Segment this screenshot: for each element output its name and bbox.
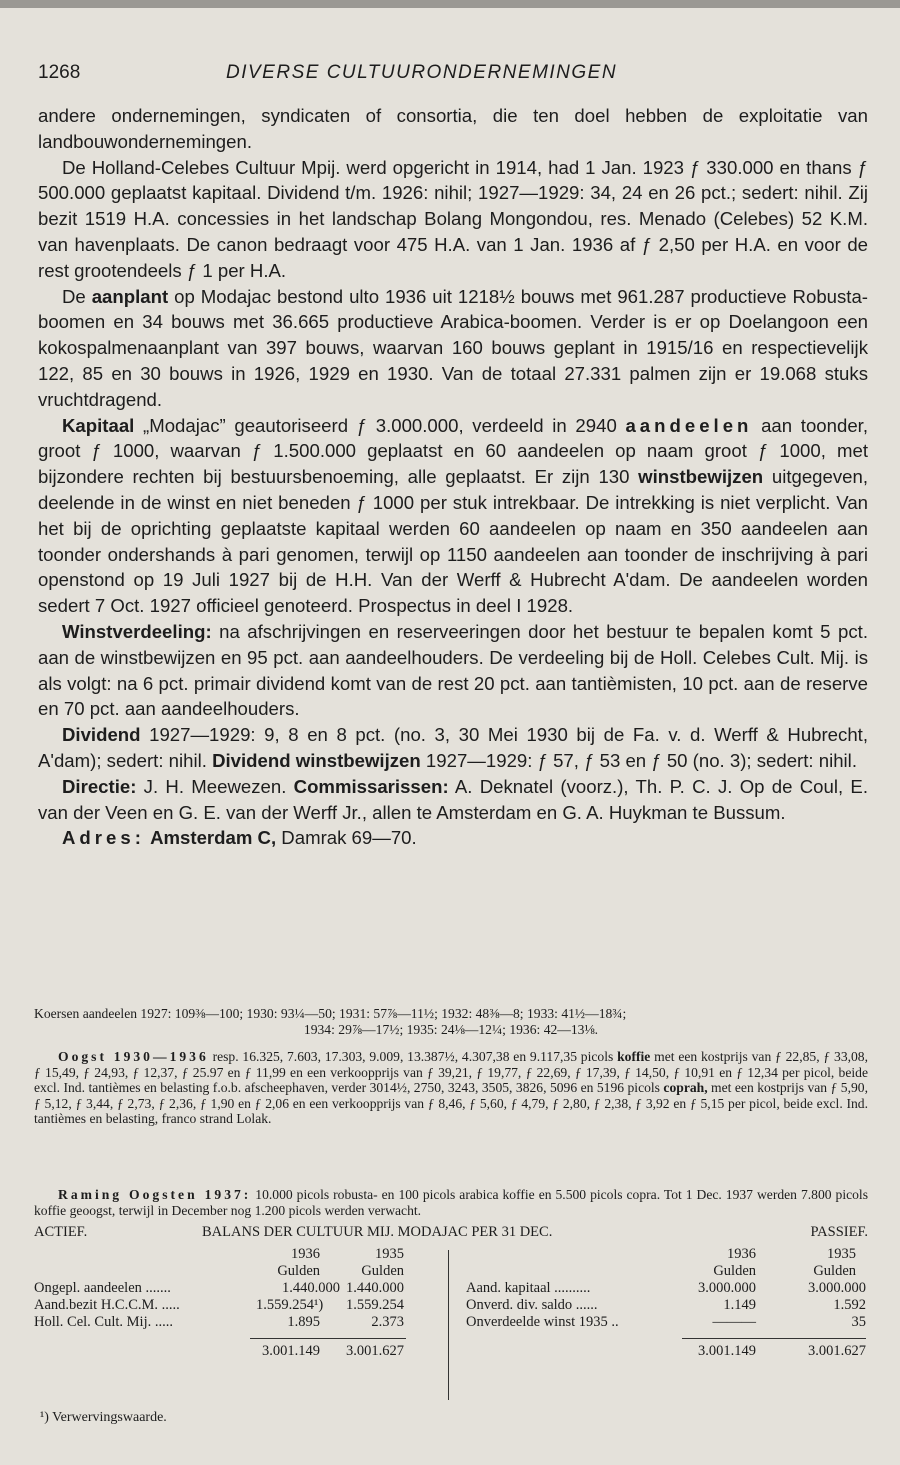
asset-label: Ongepl. aandeelen ....... [34, 1280, 171, 1296]
keyword-amsterdam: Amsterdam C, [150, 827, 277, 849]
balance-sheet [34, 1224, 868, 1404]
main-text [38, 103, 868, 851]
asset-value-1936: 1.559.254¹) [256, 1297, 324, 1313]
paragraph-kapitaal: Kapitaal „Modajac” geautoriseerd ƒ 3.000.000, verdeeld in 2940 aandeelen aan toonder, groot ƒ 1000, waarvan ƒ 1.500.000 geplaatst en 60 aandeelen op naam groot ƒ 1000, met bijzondere rechten bij bestuursbenoeming, alle geplaatst. Er zijn 130 winstbewijzen uitgegeven, deelende in de winst en niet beneden ƒ 1000 per stuk intrekbaar. De intrekking is niet verplicht. Van het bij de oprichting geplaatste kapitaal werden 60 aandeelen op naam en 350 aandeelen aan toonder ondershands à pari genomen, terwijl op 1150 aandeelen aan toonder de inschrijving à pari openstond op 19 Juli 1927 bij de H.H. Van der Werff & Hubrecht A'dam. De aandeelen worden sedert 7 Oct. 1927 officieel genoteerd. Prospectus in deel I 1928. [38, 414, 869, 617]
liability-value-1936: ——— [712, 1314, 756, 1330]
liability-label: Onverd. div. saldo ...... [466, 1297, 598, 1313]
asset-year-1936: 1936 [291, 1246, 320, 1262]
balance-header [34, 1224, 868, 1244]
koersen-line-2: 1934: 29⅞—17½; 1935: 24⅛—12¼; 1936: 42—13⅛. [303, 1021, 599, 1037]
actief-label: ACTIEF. [34, 1224, 88, 1240]
liability-value-1936: 1.149 [723, 1297, 756, 1313]
keyword-coprah: coprah, [663, 1080, 708, 1095]
asset-value-1936: 1.440.000 [282, 1280, 340, 1296]
paragraph-adres: Adres: Amsterdam C, Damrak 69—70. [62, 827, 417, 849]
keyword-dividend: Dividend [62, 724, 141, 746]
asset-sum-rule [250, 1338, 406, 1339]
asset-label: Holl. Cel. Cult. Mij. ..... [34, 1314, 173, 1330]
keyword-koffie: koffie [617, 1049, 651, 1064]
liability-label: Aand. kapitaal .......... [466, 1280, 591, 1296]
paragraph-continuation: andere ondernemingen, syndicaten of consortia, die ten doel hebben de exploitatie van landbouwondernemingen. [38, 105, 868, 152]
asset-value-1935: 2.373 [371, 1314, 404, 1330]
keyword-adres: Adres: [62, 827, 145, 849]
asset-total-1935: 3.001.627 [346, 1343, 404, 1359]
scan-top-edge [0, 0, 900, 8]
keyword-raming: Raming Oogsten 1937: [58, 1187, 252, 1202]
balance-title: BALANS DER CULTUUR MIJ. MODAJAC PER 31 DEC. [202, 1224, 553, 1240]
paragraph-history: De Holland-Celebes Cultuur Mpij. werd opgericht in 1914, had 1 Jan. 1923 ƒ 330.000 en thans ƒ 500.000 geplaatst kapitaal. Dividend t/m. 1926: nihil; 1927—1929: 34, 24 en 26 pct.; sedert: nihil. Zij bezit 1519 H.A. concessies in het landschap Bolang Mongondou, res. Menado (Celebes) 52 K.M. van havenplaats. De canon bedraagt voor 475 H.A. van 1 Jan. 1936 af ƒ 2,50 per H.A. en voor de rest grootendeels ƒ 1 per H.A. [38, 156, 868, 281]
asset-year-1935: 1935 [375, 1246, 404, 1262]
liability-value-1935: 35 [851, 1314, 866, 1330]
keyword-commissarissen: Commissarissen: [293, 775, 449, 797]
paragraph-winstverdeeling: Winstverdeeling: na afschrijvingen en reserveeringen door het bestuur te bepalen komt 5 pct. aan de winstbewijzen en 95 pct. aan aandeelhouders. De verdeeling bij de Holl. Celebes Cult. Mij. is als volgt: na 6 pct. primair dividend komt van de rest 20 pct. aan tantièmisten, 10 pct. aan de reserve en 70 pct. aan aandeelhouders. [38, 620, 868, 720]
koersen-line-1: Koersen aandeelen 1927: 109⅜—100; 1930: 93¼—50; 1931: 57⅞—11½; 1932: 48⅜—8; 1933: 41½—18¾; [34, 1006, 627, 1021]
keyword-kapitaal: Kapitaal [62, 414, 135, 436]
liability-value-1935: 3.000.000 [808, 1280, 866, 1296]
liability-label: Onverdeelde winst 1935 .. [466, 1314, 619, 1330]
asset-total-1936: 3.001.149 [262, 1343, 320, 1359]
paragraph-aanplant: De aanplant op Modajac bestond ulto 1936 uit 1218½ bouws met 961.287 productieve Robusta-boomen en 34 bouws met 36.665 productieve Arabica-boomen. Verder is er op Doelangoon een kokospalmenaanplant van 397 bouws, waarvan 160 bouws geplant in 1915/16 en respectievelijk 122, 85 en 30 bouws in 1926, 1929 en 1930. Van de totaal 27.331 palmen zijn er 19.068 stuks vruchtdragend. [38, 285, 868, 410]
keyword-aanplant: aanplant [91, 285, 169, 307]
koersen-block [34, 1006, 868, 1037]
running-title: DIVERSE CULTUURONDERNEMINGEN [226, 62, 618, 83]
paragraph-dividend: Dividend 1927—1929: 9, 8 en 8 pct. (no. 3, 30 Mei 1930 bij de Fa. v. d. Werff & Hubrecht, A'dam); sedert: nihil. Dividend winstbewijzen 1927—1929: ƒ 57, ƒ 53 en ƒ 50 (no. 3); sedert: nihil. [38, 724, 868, 771]
keyword-winstverdeeling: Winstverdeeling: [62, 620, 212, 642]
liability-total-1935: 3.001.627 [808, 1343, 866, 1359]
liability-unit-1936: Gulden [713, 1263, 756, 1279]
asset-value-1935: 1.559.254 [346, 1297, 404, 1313]
asset-value-1936: 1.895 [287, 1314, 320, 1330]
keyword-aandeelen: aandeelen [625, 414, 753, 436]
liability-value-1936: 3.000.000 [698, 1280, 756, 1296]
liability-year-1935: 1935 [827, 1246, 856, 1262]
asset-unit-1935: Gulden [361, 1263, 404, 1279]
page-number: 1268 [38, 62, 81, 83]
oogst-block: Oogst 1930—1936 resp. 16.325, 7.603, 17.303, 9.009, 13.387½, 4.307,38 en 9.117,35 picols koffie met een kostprijs van ƒ 22,85, ƒ 33,08, ƒ 15,49, ƒ 24,93, ƒ 12,37, ƒ 25.97 en ƒ 11,99 en een verkoopprijs van ƒ 39,21, ƒ 19,77, ƒ 22,69, ƒ 17,39, ƒ 14,50, ƒ 10,91 en ƒ 12,34 per picol, beide excl. Ind. tantièmes en belasting f.o.b. afscheephaven, verder 3014½, 2750, 3243, 3505, 3826, 5096 en 5196 picols coprah, met een kostprijs van ƒ 5,90, ƒ 5,12, ƒ 3,44, ƒ 2,73, ƒ 2,36, ƒ 1,90 en ƒ 2,06 en een verkoopprijs van ƒ 8,46, ƒ 5,60, ƒ 4,79, ƒ 2,80, ƒ 2,38, ƒ 3,92 en ƒ 5,15 per picol, beide excl. Ind. tantièmes en belasting, franco strand Lolak. [34, 1049, 869, 1126]
liability-total-1936: 3.001.149 [698, 1343, 756, 1359]
liability-unit-1935: Gulden [813, 1263, 856, 1279]
liability-sum-rule [682, 1338, 866, 1339]
liability-year-1936: 1936 [727, 1246, 756, 1262]
keyword-oogst: Oogst 1930—1936 [58, 1049, 209, 1064]
passief-label: PASSIEF. [810, 1224, 868, 1240]
footnote: ¹) Verwervingswaarde. [40, 1410, 167, 1425]
raming-block: Raming Oogsten 1937: 10.000 picols robusta- en 100 picols arabica koffie en 5.500 picols copra. Tot 1 Dec. 1937 werden 7.800 picols koffie geoogst, terwijl in December nog 1.200 picols werden verwacht. [34, 1187, 868, 1218]
page-header [38, 62, 868, 88]
paragraph-directie: Directie: J. H. Meewezen. Commissarissen: A. Deknatel (voorz.), Th. P. C. J. Op de Coul, E. van der Veen en G. E. van der Werff Jr., allen te Amsterdam en G. A. Huykman te Bussum. [38, 775, 868, 823]
liability-value-1935: 1.592 [833, 1297, 866, 1313]
asset-label: Aand.bezit H.C.C.M. ..... [34, 1297, 180, 1313]
asset-value-1935: 1.440.000 [346, 1280, 404, 1296]
keyword-directie: Directie: [62, 775, 137, 797]
keyword-winstbewijzen: winstbewijzen [638, 466, 764, 488]
keyword-dividend-winstbewijzen: Dividend winstbewijzen [212, 749, 421, 771]
balance-column-divider [448, 1250, 449, 1400]
asset-unit-1936: Gulden [277, 1263, 320, 1279]
